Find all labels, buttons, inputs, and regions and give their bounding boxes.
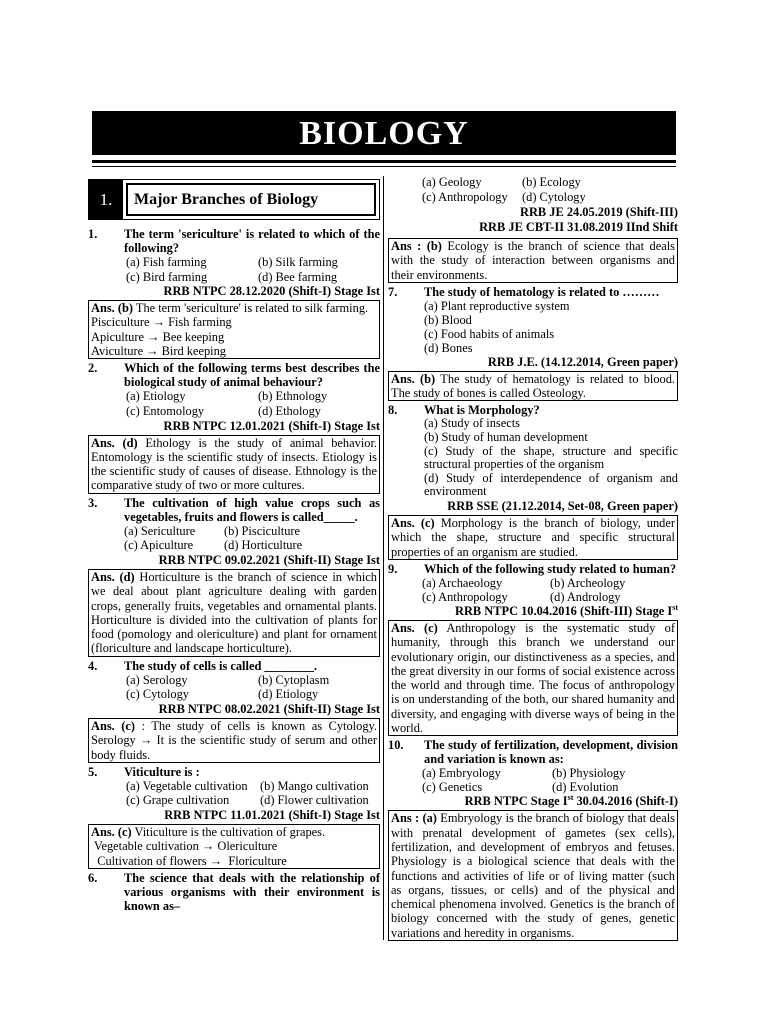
question-text: The science that deals with the relationship of various organisms with their environment is known as– <box>124 870 380 913</box>
answer-box <box>388 810 678 941</box>
answer-line: Apiculture → Bee keeping <box>91 329 225 344</box>
question-text: What is Morphology? <box>424 403 540 418</box>
option-d: (d) Etiology <box>258 687 319 702</box>
option-d: (d) Study of interdependence of organism and environment <box>424 470 678 499</box>
question-text: The cultivation of high value crops such as vegetables, fruits and flowers is called_____. <box>124 495 380 524</box>
option-a: (a) Vegetable cultivation <box>126 778 248 793</box>
exam-source: RRB NTPC 08.02.2021 (Shift-II) Stage Ist <box>158 701 380 716</box>
option-d: (d) Andrology <box>550 589 621 604</box>
exam-source: RRB J.E. (14.12.2014, Green paper) <box>487 354 678 369</box>
left-column <box>88 175 380 913</box>
option-d: (d) Flower cultivation <box>260 793 369 808</box>
question-text: The term 'sericulture' is related to which of the following? <box>124 227 380 255</box>
answer-label: Ans. (d) <box>91 569 135 584</box>
option-d: (d) Ethology <box>258 403 321 418</box>
answer-box <box>88 824 380 869</box>
question-3 <box>88 496 380 524</box>
option-a: (a) Sericulture <box>124 523 196 538</box>
question-text: Viticulture is : <box>124 764 200 779</box>
options <box>388 576 678 604</box>
answer-box <box>388 238 678 283</box>
exam-source <box>388 794 678 809</box>
answer-box <box>388 515 678 560</box>
question-number: 5. <box>88 764 98 779</box>
answer-box <box>88 435 380 494</box>
option-c: (c) Genetics <box>422 780 483 795</box>
right-column <box>388 175 678 943</box>
exam-source: RRB NTPC 09.02.2021 (Shift-II) Stage Ist <box>158 552 380 567</box>
option-b: (b) Cytoplasm <box>258 672 330 687</box>
title-rule <box>92 160 676 163</box>
option-d: (d) Cytology <box>522 190 586 204</box>
option-d: (d) Bee farming <box>258 269 338 284</box>
option-b: (b) Archeology <box>550 575 626 590</box>
page-title: BIOLOGY <box>92 111 676 155</box>
question-8 <box>388 403 678 417</box>
option-c: (c) Apiculture <box>124 538 194 553</box>
section-title: Major Branches of Biology <box>126 183 376 216</box>
option-a: (a) Plant reproductive system <box>424 298 570 313</box>
option-c: (c) Anthropology <box>422 589 508 604</box>
question-5 <box>88 765 380 779</box>
answer-label: Ans. (c) <box>391 516 435 531</box>
answer-text: Morphology is the branch of biology, under which the shape, structure and specific structural properties of an organism are studied. <box>391 516 675 559</box>
option-a: (a) Etiology <box>126 389 186 404</box>
answer-box <box>388 620 678 736</box>
options <box>88 779 380 808</box>
answer-label: Ans. (c) <box>91 824 132 839</box>
option-a: (a) Serology <box>126 672 188 687</box>
exam-source-sup: st <box>672 602 678 612</box>
answer-line: Pisciculture → Fish farming <box>91 315 232 330</box>
question-text: The study of cells is called ________. <box>124 658 318 673</box>
options <box>88 389 380 418</box>
question-number: 9. <box>388 561 398 576</box>
option-b: (b) Mango cultivation <box>260 778 369 793</box>
option-c: (c) Anthropology <box>422 190 508 204</box>
answer-text: Ecology is the branch of science that deals with the study of interaction between organisms and their environments. <box>391 239 675 282</box>
question-10 <box>388 738 678 766</box>
answer-label: Ans : (b) <box>391 239 442 253</box>
answer-line: Viticulture is the cultivation of grapes. <box>134 824 326 839</box>
option-a: (a) Study of insects <box>424 416 521 431</box>
option-b: (b) Silk farming <box>258 255 338 269</box>
option-d: (d) Evolution <box>552 780 619 795</box>
answer-text: : The study of cells is known as Cytology. Serology → It is the scientific study of serum and other body fluids. <box>91 718 377 762</box>
option-b: (b) Blood <box>424 312 472 327</box>
options <box>388 766 678 794</box>
answer-label: Ans. (d) <box>91 435 138 450</box>
option-d: (d) Horticulture <box>224 538 303 553</box>
answer-line: The term 'sericulture' is related to silk farming. <box>135 301 369 316</box>
option-b: (b) Physiology <box>552 766 626 781</box>
option-a: (a) Embryology <box>422 766 501 781</box>
question-2 <box>88 361 380 389</box>
option-c: (c) Food habits of animals <box>424 326 555 341</box>
exam-source: RRB SSE (21.12.2014, Set-08, Green paper) <box>447 499 678 514</box>
question-4 <box>88 659 380 673</box>
answer-text: The study of hematology is related to blood. The study of bones is called Osteology. <box>391 371 676 401</box>
question-number: 1. <box>88 227 98 241</box>
option-b: (b) Pisciculture <box>224 523 301 538</box>
section-header <box>88 179 380 220</box>
option-d: (d) Bones <box>424 340 473 355</box>
exam-source: RRB NTPC 28.12.2020 (Shift-I) Stage Ist <box>163 284 380 299</box>
exam-source-text: RRB NTPC Stage I <box>464 794 568 809</box>
option-b: (b) Study of human development <box>424 430 588 445</box>
option-c: (c) Cytology <box>126 687 189 702</box>
options <box>388 175 678 205</box>
question-text: The study of fertilization, development, division and variation is known as: <box>424 738 678 767</box>
question-text: Which of the following study related to human? <box>424 561 677 576</box>
answer-line: Cultivation of flowers → Floriculture <box>91 853 287 868</box>
options <box>88 673 380 702</box>
option-c: (c) Study of the shape, structure and specific structural properties of the organism <box>424 443 678 472</box>
section-number: 1. <box>89 180 123 219</box>
answer-label: Ans : (a) <box>391 811 437 826</box>
answer-label: Ans. (b) <box>91 301 133 316</box>
question-text: The study of hematology is related to ……… <box>424 284 660 299</box>
exam-source-date: 30.04.2016 (Shift-I) <box>573 794 678 809</box>
option-c: (c) Grape cultivation <box>126 793 230 808</box>
option-a: (a) Fish farming <box>126 255 207 269</box>
exam-source: RRB NTPC 11.01.2021 (Shift-I) Stage Ist <box>164 807 380 822</box>
options <box>388 299 678 355</box>
answer-label: Ans. (b) <box>391 371 436 386</box>
exam-source: RRB JE CBT-II 31.08.2019 IInd Shift <box>479 220 678 234</box>
exam-source: RRB JE 24.05.2019 (Shift-III) <box>520 205 678 219</box>
question-9 <box>388 562 678 576</box>
answer-label: Ans. (c) <box>91 718 136 733</box>
question-number: 4. <box>88 658 98 673</box>
answer-box <box>88 569 380 657</box>
question-text: Which of the following terms best describes the biological study of animal behaviour? <box>124 361 380 390</box>
exam-source: RRB NTPC 12.01.2021 (Shift-I) Stage Ist <box>163 418 380 433</box>
option-c: (c) Bird farming <box>126 269 208 284</box>
question-number: 6. <box>88 870 98 885</box>
answer-text: Ethology is the study of animal behavior. Entomology is the scientific study of insects. Etiology is the scientific study of causes of disease. Ethnology is the comparative study of two or more cultures. <box>91 435 377 493</box>
answer-text: Horticulture is the branch of science in which we deal about plant agriculture dealing with garden crops, generally fruits, vegetables and ornamental plants. Horticulture is divided into the cultivation of plants for food (pomology and olericulture) and plant for ornament (floriculture and landscape horticulture). <box>91 569 377 656</box>
title-rule-thin <box>92 166 676 167</box>
answer-text: Anthropology is the systematic study of humanity, through this branch we understand our evolutionary origin, our distinctiveness as a species, and the great diversity in our forms of social existence across the world and through time. The focus of anthropology is on understanding of the both, our shared humanity and diversity, and engaging with diverse ways of being in the world. <box>391 620 676 736</box>
question-7 <box>388 285 678 299</box>
answer-box <box>88 300 380 359</box>
question-number: 7. <box>388 284 398 299</box>
question-number: 10. <box>388 738 404 753</box>
options <box>88 524 380 553</box>
question-number: 3. <box>88 495 98 510</box>
options <box>388 417 678 499</box>
answer-line: Vegetable cultivation → Olericulture <box>91 839 278 854</box>
option-b: (b) Ecology <box>522 175 581 189</box>
option-b: (b) Ethnology <box>258 389 328 404</box>
question-number: 8. <box>388 403 398 418</box>
answer-text: Embryology is the branch of biology that deals with prenatal development of gametes (sex cells), fertilization, and development of embryos and fetuses. Physiology is a biological science that deals with the functions and activities of life or of living matter (such as organs, tissues, or cells) and of the physical and chemical phenomena involved. Genetics is the branch of biology concerned with the study of genes, genetic variations and heredity in organisms. <box>391 811 676 940</box>
exam-source <box>388 604 678 619</box>
question-6 <box>88 871 380 913</box>
column-divider <box>383 176 384 940</box>
answer-line: Aviculture → Bird keeping <box>91 344 227 359</box>
option-a: (a) Archaeology <box>422 575 503 590</box>
answer-box <box>388 371 678 402</box>
option-c: (c) Entomology <box>126 403 205 418</box>
exam-source-sup: st <box>567 793 574 803</box>
answer-box <box>88 718 380 763</box>
exam-source-text: RRB NTPC 10.04.2016 (Shift-III) Stage I <box>455 603 673 618</box>
answer-label: Ans. (c) <box>391 620 438 635</box>
question-1 <box>88 227 380 255</box>
question-number: 2. <box>88 361 98 376</box>
option-a: (a) Geology <box>422 175 482 189</box>
options <box>88 255 380 284</box>
